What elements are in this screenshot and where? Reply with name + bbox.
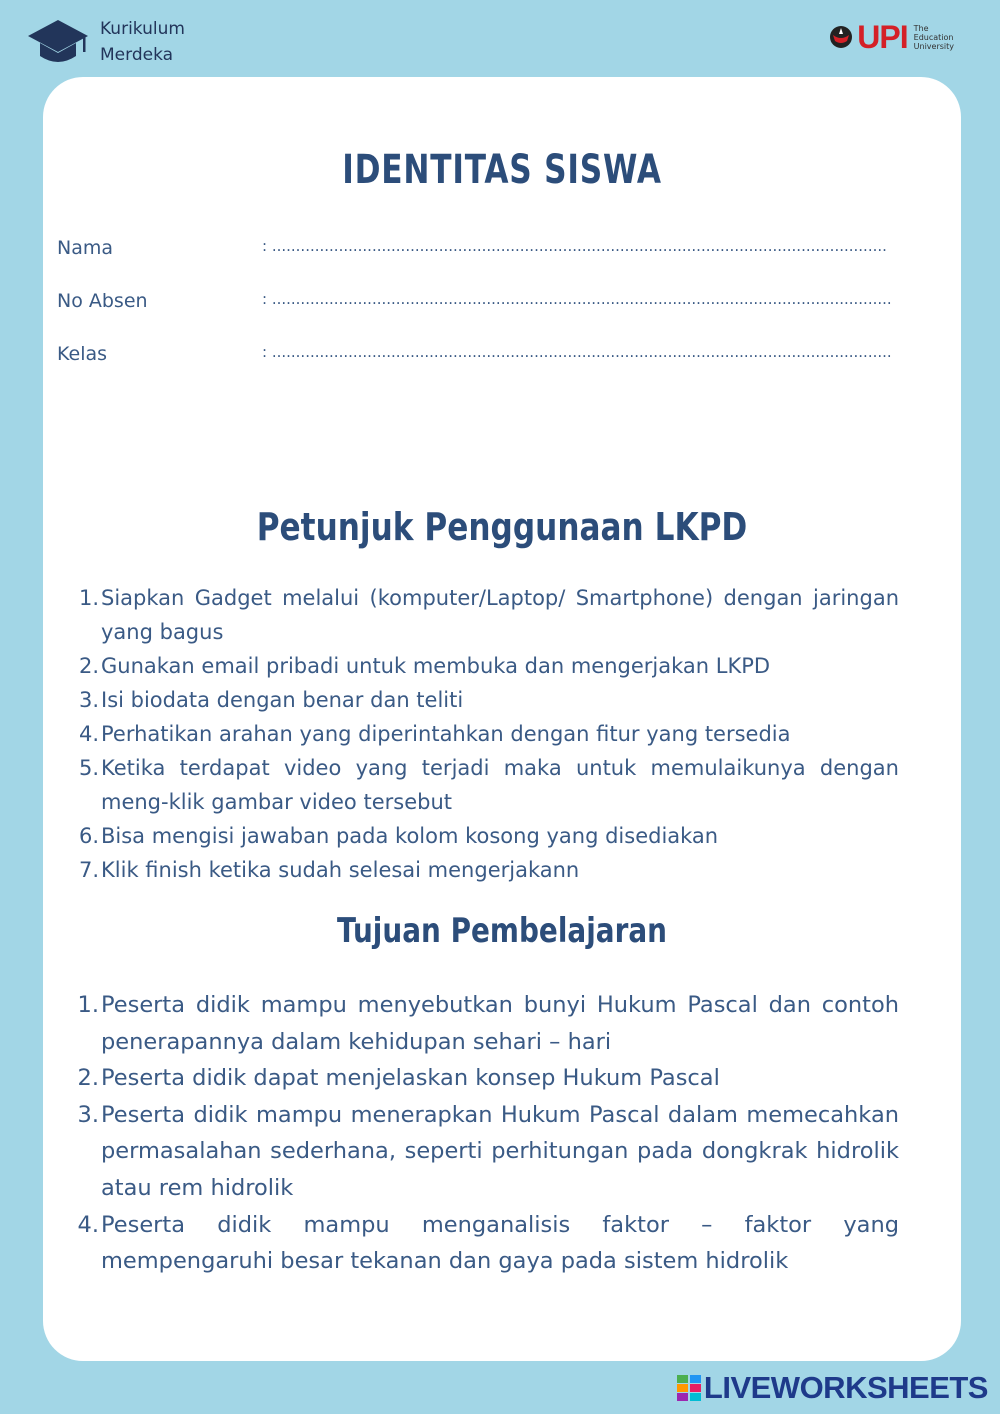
absen-input-line[interactable]: : .................................................................................................................................. bbox=[262, 290, 892, 308]
identity-title: IDENTITAS SISWA bbox=[342, 147, 662, 193]
list-item: 3. Peserta didik mampu menerapkan Hukum Pascal dalam memecahkan permasalahan sederhana, seperti perhitungan pada dongkrak hidrolik atau rem hidrolik bbox=[77, 1101, 899, 1201]
identity-row-kelas bbox=[57, 343, 892, 365]
identity-label: Nama bbox=[57, 237, 114, 259]
list-item: 1. Siapkan Gadget melalui (komputer/Laptop/ Smartphone) dengan jaringan yang bagus bbox=[78, 586, 899, 644]
kurikulum-merdeka-brand bbox=[26, 16, 185, 68]
liveworksheets-wordmark: LIVEWORKSHEETS bbox=[703, 1370, 988, 1405]
objectives-title: Tujuan Pembelajaran bbox=[337, 911, 667, 951]
list-item: 2. Gunakan email pribadi untuk membuka dan mengerjakan LKPD bbox=[78, 654, 771, 678]
upi-emblem-icon bbox=[829, 25, 853, 49]
brand-line-2: Merdeka bbox=[100, 45, 174, 65]
identity-label: No Absen bbox=[57, 290, 148, 312]
upi-wordmark: UPI bbox=[857, 19, 908, 55]
list-item: 5. Ketika terdapat video yang terjadi maka untuk memulaikunya dengan meng-klik gambar video tersebut bbox=[78, 756, 899, 814]
list-item: 4. Peserta didik mampu menganalisis faktor – faktor yang mempengaruhi besar tekanan dan gaya pada sistem hidrolik bbox=[77, 1211, 899, 1275]
list-item: 3. Isi biodata dengan benar dan teliti bbox=[78, 688, 464, 712]
list-item: 6. Bisa mengisi jawaban pada kolom kosong yang disediakan bbox=[78, 824, 719, 848]
instructions-title: Petunjuk Penggunaan LKPD bbox=[256, 505, 748, 549]
liveworksheets-logo[interactable] bbox=[677, 1370, 988, 1406]
upi-tagline: The Education University bbox=[913, 23, 954, 51]
objectives-list bbox=[77, 987, 899, 1280]
name-input-line[interactable]: : ................................................................................................................................. bbox=[262, 237, 887, 255]
worksheet-card bbox=[43, 77, 961, 1361]
instructions-list bbox=[77, 581, 899, 887]
identity-label: Kelas bbox=[57, 343, 108, 365]
identity-row-nama bbox=[57, 237, 887, 259]
list-item: 4. Perhatikan arahan yang diperintahkan dengan fitur yang tersedia bbox=[78, 722, 791, 746]
brand-line-1: Kurikulum bbox=[100, 19, 185, 39]
graduation-cap-icon bbox=[26, 16, 90, 68]
identity-row-absen bbox=[57, 290, 892, 312]
kelas-input-line[interactable]: : .................................................................................................................................. bbox=[262, 343, 892, 361]
list-item: 2. Peserta didik dapat menjelaskan konsep Hukum Pascal bbox=[77, 1065, 720, 1092]
liveworksheets-icon bbox=[677, 1375, 701, 1401]
upi-logo bbox=[829, 19, 954, 55]
list-item: 7. Klik finish ketika sudah selesai mengerjakann bbox=[78, 858, 580, 882]
list-item: 1. Peserta didik mampu menyebutkan bunyi Hukum Pascal dan contoh penerapannya dalam kehidupan sehari – hari bbox=[77, 992, 899, 1055]
